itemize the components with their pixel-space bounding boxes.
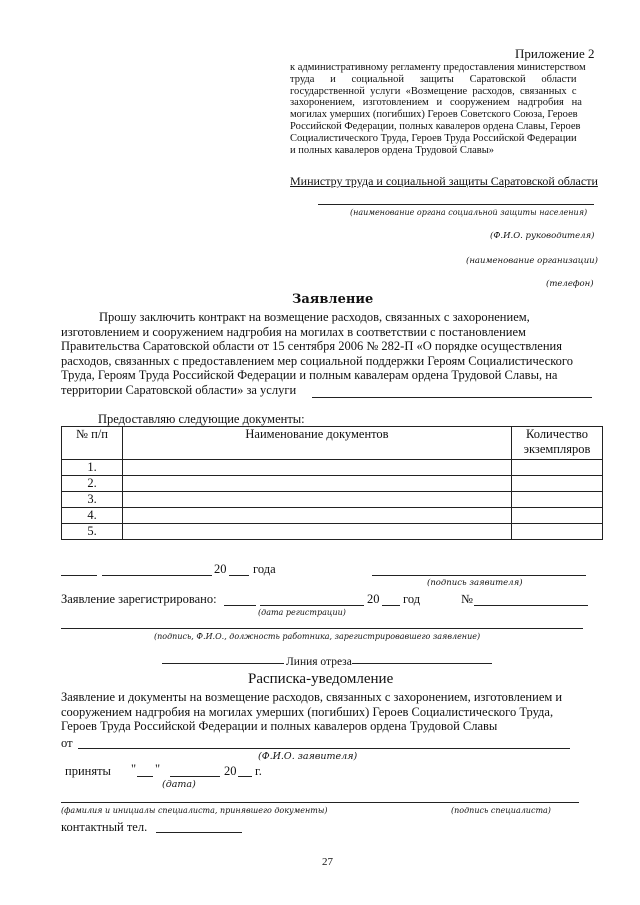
doc-name-cell[interactable] <box>123 524 512 540</box>
row-number: 5. <box>62 524 123 540</box>
appendix-line: труда и социальной защиты Саратовской области <box>290 73 577 85</box>
open-quote: " <box>131 762 137 776</box>
accept-year-line[interactable] <box>238 776 252 777</box>
statement-body <box>61 310 597 398</box>
table-header-row <box>62 427 603 460</box>
row-number: 3. <box>62 492 123 508</box>
hint-specialist-name: (фамилия и инициалы специалиста, принявшего документы) <box>61 806 328 815</box>
hint-fio: (Ф.И.О. руководителя) <box>490 231 595 241</box>
day-field-line[interactable] <box>61 575 97 576</box>
applicant-fio-line[interactable] <box>78 748 570 749</box>
receipt-line: Заявление и документы на возмещение расходов, связанных с захоронением, изготовлением и <box>61 690 563 704</box>
accept-year-suffix: г. <box>255 764 262 778</box>
doc-qty-cell[interactable] <box>512 492 603 508</box>
documents-table <box>61 426 603 540</box>
cut-line-right <box>352 663 492 664</box>
table-row <box>62 476 603 492</box>
col-header-number: № п/п <box>62 427 123 460</box>
row-number: 1. <box>62 460 123 476</box>
doc-qty-cell[interactable] <box>512 524 603 540</box>
hint-reg-date: (дата регистрации) <box>258 608 346 617</box>
reg-year-prefix: 20 <box>367 592 380 606</box>
appendix-line: могилах умерших (погибших) Героев Советского Союза, Героев <box>290 109 578 121</box>
doc-name-cell[interactable] <box>123 492 512 508</box>
table-row <box>62 524 603 540</box>
accept-month-line[interactable] <box>170 776 220 777</box>
cut-line-label: Линия отреза <box>286 656 352 668</box>
statement-line: Труда, Героям Труда Российской Федерации и полным кавалерам ордена Трудовой Славы, на <box>61 368 558 383</box>
appendix-line: Социалистического Труда, Героев Труда Российской Федерации <box>290 132 577 144</box>
reg-year-word: год <box>403 592 421 606</box>
worker-sign-line[interactable] <box>61 628 583 629</box>
contact-phone-line[interactable] <box>156 832 242 833</box>
statement-line: Прошу заключить контракт на возмещение расходов, связанных с захоронением, <box>99 310 530 324</box>
reg-month-line[interactable] <box>260 605 364 606</box>
doc-qty-cell[interactable] <box>512 508 603 524</box>
receipt-line: сооружением надгробия на могилах умерших (погибших) Героев Социалистического Труда, <box>61 704 554 719</box>
appendix-text <box>290 62 596 156</box>
col-header-quantity: Количество экземпляров <box>512 427 603 460</box>
cut-line-left <box>162 663 284 664</box>
year-prefix: 20 <box>214 562 227 576</box>
hint-org: (наименование органа социальной защиты населения) <box>350 208 588 217</box>
table-row <box>62 508 603 524</box>
row-number: 2. <box>62 476 123 492</box>
table-row <box>62 492 603 508</box>
specialist-sign-line[interactable] <box>61 802 579 803</box>
table-row <box>62 460 603 476</box>
appendix-line: и полных кавалеров ордена Трудовой Славы» <box>290 144 495 156</box>
receipt-title: Расписка-уведомление <box>248 671 394 687</box>
hint-worker: (подпись, Ф.И.О., должность работника, зарегистрировавшего заявление) <box>154 632 481 641</box>
registered-label: Заявление зарегистрировано: <box>61 592 217 606</box>
page-number: 27 <box>322 856 333 868</box>
receipt-line: Героев Труда Российской Федерации и полных кавалеров ордена Трудовой Славы <box>61 719 498 734</box>
year-field-line[interactable] <box>229 575 249 576</box>
statement-title: Заявление <box>292 292 374 307</box>
accept-day-line[interactable] <box>137 776 153 777</box>
hint-date: (дата) <box>162 779 196 790</box>
month-field-line[interactable] <box>102 575 212 576</box>
reg-year-line[interactable] <box>382 605 400 606</box>
hint-specialist-sign: (подпись специалиста) <box>451 806 551 815</box>
appendix-line: Российской Федерации, полных кавалеров ордена Славы, Героев <box>290 120 581 132</box>
hint-applicant-sign: (подпись заявителя) <box>427 578 523 588</box>
org-field-line[interactable] <box>318 204 594 205</box>
statement-line: изготовлением и сооружением надгробия на могилах в соответствии с постановлением <box>61 324 526 339</box>
hint-phone: (телефон) <box>546 279 594 289</box>
year-word: года <box>253 562 276 576</box>
hint-fio-applicant: (Ф.И.О. заявителя) <box>258 751 358 762</box>
appendix-line: государственной услуги «Возмещение расходов, связанных с <box>290 85 577 97</box>
accepted-label: приняты <box>65 764 111 778</box>
doc-qty-cell[interactable] <box>512 476 603 492</box>
from-label: от <box>61 736 73 750</box>
doc-qty-cell[interactable] <box>512 460 603 476</box>
statement-line: расходов, связанных с предоставлением мер социальной поддержки Героям Социалистического <box>61 353 573 368</box>
hint-org-name: (наименование организации) <box>466 256 598 266</box>
services-field-line[interactable] <box>312 397 592 398</box>
docs-intro: Предоставляю следующие документы: <box>98 412 305 426</box>
col-header-name: Наименование документов <box>123 427 512 460</box>
doc-name-cell[interactable] <box>123 476 512 492</box>
receipt-body <box>61 690 601 734</box>
number-sign: № <box>461 592 473 606</box>
doc-name-cell[interactable] <box>123 508 512 524</box>
ministry-addressee: Министру труда и социальной защиты Саратовской области <box>290 174 598 188</box>
applicant-sign-line[interactable] <box>372 575 586 576</box>
statement-line: территории Саратовской области» за услуги <box>61 382 297 397</box>
reg-number-line[interactable] <box>474 605 588 606</box>
row-number: 4. <box>62 508 123 524</box>
statement-line: Правительства Саратовской области от 15 сентября 2006 № 282-П «О порядке осуществления <box>61 339 562 354</box>
appendix-title: Приложение 2 <box>515 46 595 61</box>
reg-day-line[interactable] <box>224 605 256 606</box>
accept-year-prefix: 20 <box>224 764 237 778</box>
doc-name-cell[interactable] <box>123 460 512 476</box>
close-quote: " <box>155 762 161 776</box>
appendix-line: к административному регламенту предоставления министерством <box>290 62 586 73</box>
contact-label: контактный тел. <box>61 820 148 834</box>
appendix-line: захоронением, изготовлением и сооружением надгробия на <box>290 97 582 109</box>
